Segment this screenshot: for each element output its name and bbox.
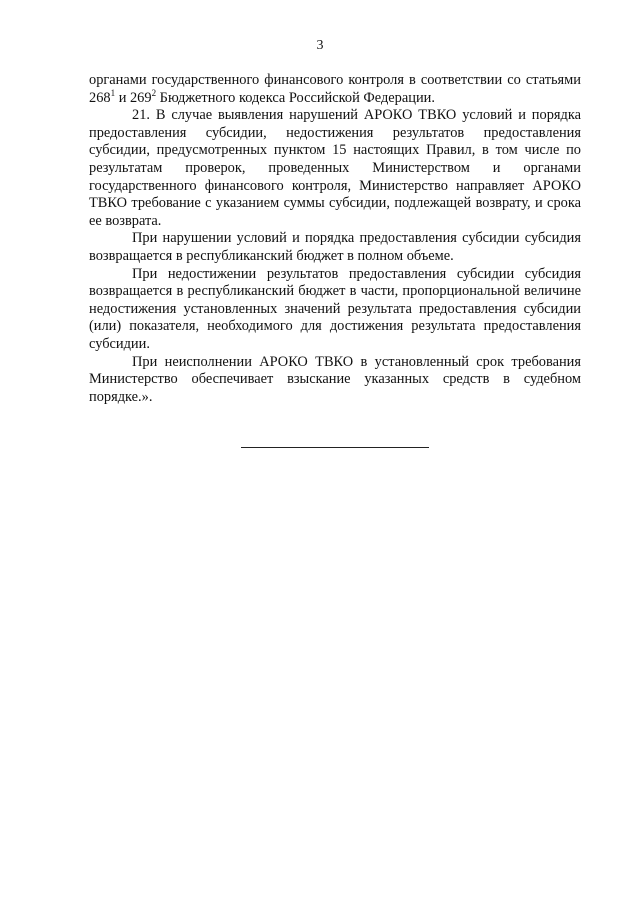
paragraph-continuation bbox=[89, 72, 581, 107]
paragraph-non-achievement: При недостижении результатов предоставления субсидии субсидия возвращается в республиканский бюджет в части, пропорциональной величине недостижения установленных значений результата предоставления субсидии (или) показателя, необходимого для достижения результата предоставления субсидии. bbox=[89, 265, 581, 352]
paragraph-text: Бюджетного кодекса Российской Федерации. bbox=[156, 89, 435, 106]
page-number: 3 bbox=[316, 38, 324, 53]
document-body bbox=[89, 72, 581, 406]
paragraph-non-compliance: При неисполнении АРОКО ТВКО в установленный срок требования Министерство обеспечивает взыскание указанных средств в судебном порядке.». bbox=[89, 353, 581, 405]
superscript: 1 bbox=[110, 87, 116, 98]
paragraph-text: и 269 bbox=[115, 89, 152, 106]
paragraph-text: органами государственного финансового контроля в соответствии со статьями 268 bbox=[89, 72, 581, 106]
paragraph-violation: При нарушении условий и порядка предоставления субсидии субсидия возвращается в республиканский бюджет в полном объеме. bbox=[89, 230, 581, 264]
paragraph-21: 21. В случае выявления нарушений АРОКО ТВКО условий и порядка предоставления субсидии, недостижения результатов предоставления субсидии, предусмотренных пунктом 15 настоящих Правил, в том числе по результатам проверок, проведенных Министерством и органами государственного финансового контроля, Министерство направляет АРОКО ТВКО требование с указанием суммы субсидии, подлежащей возврату, и срока ее возврата. bbox=[89, 107, 581, 229]
end-divider bbox=[241, 447, 429, 448]
superscript: 2 bbox=[151, 87, 157, 98]
